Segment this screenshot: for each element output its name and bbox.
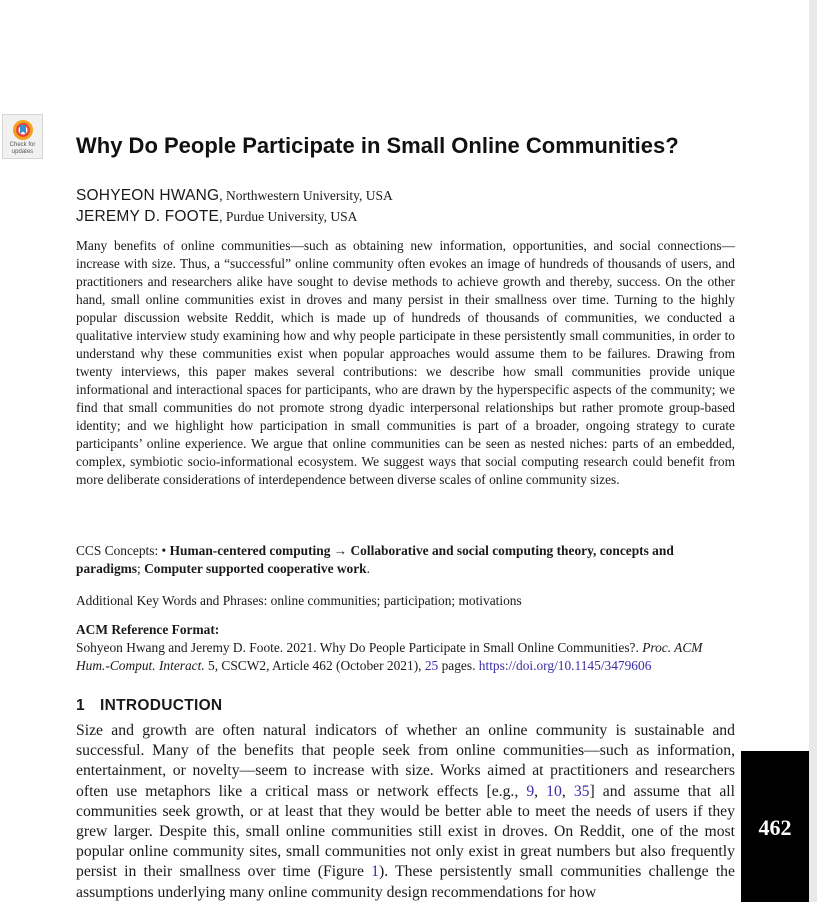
acm-reference-heading: ACM Reference Format: [76,622,220,637]
introduction-paragraph [76,721,735,903]
scrollbar-track[interactable] [809,0,817,902]
body-text: ). These persistently small communities challenge the assumptions underlying many online community design recommendations for how [76,863,735,901]
ccs-label: CCS Concepts: • [76,543,170,558]
author-name: SOHYEON HWANG [76,187,220,204]
check-for-updates-badge[interactable] [2,114,43,159]
citation-link[interactable]: 9 [526,782,535,800]
badge-label-line1: Check for [9,142,36,148]
crossmark-icon [12,119,34,141]
doi-link[interactable]: https://doi.org/10.1145/3479606 [478,658,652,673]
abstract: Many benefits of online communities—such as obtaining new information, opportunities, and social connections—increase with size. Thus, a “successful” online community often evokes an image of hundreds of thousands of users, and practitioners and researchers alike have sought to devise methods to achieve growth and thereby, success. On the other hand, small online communities exist in droves and many persist in their smallness over time. Turning to the highly popular discussion website Reddit, which is made up of hundreds of thousands of communities, we conducted a qualitative interview study examining how and why people participate in these persistently small communities, in order to understand why these communities exist when popular approaches would assume them to be failures. Drawing from twenty interviews, this paper makes several contributions: we describe how small communities provide unique informational and interactional spaces for participants, who are drawn by the hyperspecific aspects of the community; we find that small communities do not promote strong dyadic interpersonal relationships but rather promote group-based identity; and we highlight how participation in small communities is part of a broader, ongoing strategy to curate participants’ online experience. We argue that online communities can be seen as nested niches: parts of an embedded, complex, symbiotic socio-informational ecosystem. We suggest ways that social computing research could benefit from more deliberate considerations of interdependence between diverse scales of online community sizes. [76,238,735,487]
ccs-term: Human-centered computing [169,543,331,558]
badge-label-line2: updates [11,149,34,155]
citation-link[interactable]: 10 [546,782,562,800]
keywords: Additional Key Words and Phrases: online communities; participation; motivations [76,593,522,608]
reference-text: pages. [438,658,479,673]
author-name: JEREMY D. FOOTE [76,208,220,225]
section-title: INTRODUCTION [100,697,223,714]
journal-name: Proc. ACM Hum.-Comput. Interact. [76,640,703,673]
author-2 [76,206,393,227]
ccs-term: Computer supported cooperative work [144,561,367,576]
section-heading [76,695,222,717]
ccs-separator: ; [137,561,145,576]
author-affiliation: , Northwestern University, USA [219,188,393,203]
ccs-end: . [366,561,370,576]
figure-link[interactable]: 1 [371,863,379,881]
ccs-concepts [76,542,735,578]
body-text: , [561,782,574,800]
reference-text: 5, CSCW2, Article 462 (October 2021), [204,658,425,673]
body-text: , [534,782,547,800]
acm-reference-format [76,621,735,675]
paper-title: Why Do People Participate in Small Online Communities? [76,133,679,158]
section-number: 1 [76,697,85,714]
citation-link[interactable]: 35 [573,782,590,800]
author-list [76,185,393,227]
reference-text: Sohyeon Hwang and Jeremy D. Foote. 2021. Why Do People Participate in Small Online Communities?. [76,640,643,655]
page-number: 462 [758,815,792,840]
author-affiliation: , Purdue University, USA [219,209,358,224]
ccs-term: Collaborative and social computing theory, concepts and paradigms [76,543,674,576]
ccs-arrow: → [330,543,351,558]
pages-link[interactable]: 25 [424,658,439,673]
body-text: Size and growth are often natural indicators of whether an online community is sustainable and successful. Many of the benefits that people seek from online communities—such as information, entertainment, or novelty—seem to increase with size. Works aimed at practitioners and researchers often use metaphors like a critical mass or network effects [e.g., [76,722,735,800]
body-text: ] and assume that all communities seek growth, or at least that they would be better able to meet the needs of users if they grew larger. Despite this, small online communities still exist in droves. On Reddit, one of the most popular online community sites, small communities not only exist in great numbers but also frequently persist in their smallness over time (Figure [76,782,736,881]
author-1 [76,185,393,206]
